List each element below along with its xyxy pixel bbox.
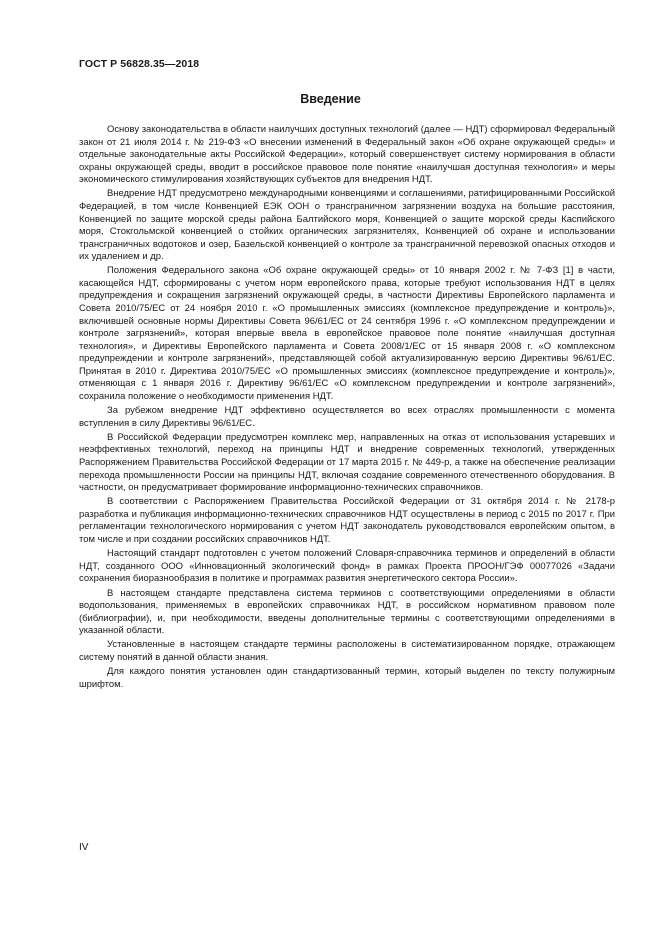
page-number: IV xyxy=(79,842,89,853)
paragraph: Настоящий стандарт подготовлен с учетом положений Словаря-справочника терминов и определений в области НДТ, созданного ООО «Инновационный экологический фонд» в рамках Проекта ПРООН/ГЭФ 00077026 «Задачи сохранения биоразнообразия в политике и программах развития энергетического сектора России». xyxy=(79,548,615,585)
paragraph: В соответствии с Распоряжением Правительства Российской Федерации от 31 октября 2014 г. № 2178-р разработка и публикация информационно-технических справочников НДТ осуществлены в период с 2015 по 2017 г. При регламентации технологического нормирования с учетом НДТ законодатель руководствовался европейским опытом, в том числе и при создании российских справочников НДТ. xyxy=(79,496,615,545)
paragraph: Установленные в настоящем стандарте термины расположены в систематизированном порядке, отражающем систему понятий в данной области знания. xyxy=(79,639,615,663)
paragraph: Внедрение НДТ предусмотрено международными конвенциями и соглашениями, ратифицированными Российской Федерацией, в том числе Конвенцией ЕЭК ООН о трансграничном загрязнении воздуха на большие расстояния, Конвенцией по защите морской среды района Балтийского моря, Конвенцией о защите морской среды Каспийского моря, Стокгольмской конвенцией о стойких органических загрязнителях, Конвенцией об охране и использовании трансграничных водотоков и озер, Базельской конвенцией о контроле за трансграничной перевозкой опасных отходов и их удалением и др. xyxy=(79,188,615,263)
paragraph: В настоящем стандарте представлена система терминов с соответствующими определениями в области водопользования, применяемых в европейских справочниках НДТ, в российском нормативном правовом поле (библиографии), и, при необходимости, введены дополнительные термины с соответствующими определениями в указанной области. xyxy=(79,587,615,637)
paragraph: В Российской Федерации предусмотрен комплекс мер, направленных на отказ от использования устаревших и неэффективных технологий, переход на принципы НДТ и внедрение современных технологий, утвержденных Распоряжением Правительства Российской Федерации от 17 марта 2015 г. № 449-р, а также на обеспечение реализации перехода промышленности России на принципы НДТ, включая создание современного отечественного оборудования. В частности, он предусматривает формирование информационно-технических справочников. xyxy=(79,431,615,494)
paragraph: Основу законодательства в области наилучших доступных технологий (далее — НДТ) сформировал Федеральный закон от 21 июля 2014 г. № 219-ФЗ «О внесении изменений в Федеральный закон «Об охране окружающей среды» и отдельные законодательные акты Российской Федерации», который совершенствует систему нормирования в области охраны окружающей среды, вводит в российское правовое поле понятие «наилучшая доступная технология» и меры экономического стимулирования хозяйствующих субъектов для внедрения НДТ. xyxy=(79,124,615,186)
standard-id-header: ГОСТ Р 56828.35—2018 xyxy=(79,58,200,70)
paragraph: Для каждого понятия установлен один стандартизованный термин, который выделен по тексту полужирным шрифтом. xyxy=(79,666,615,690)
paragraph: За рубежом внедрение НДТ эффективно осуществляется во всех отраслях промышленности с момента вступления в силу Директивы 96/61/ЕС. xyxy=(79,405,615,429)
paragraph: Положения Федерального закона «Об охране окружающей среды» от 10 января 2002 г. № 7-ФЗ [1] в части, касающейся НДТ, сформированы с учетом норм европейского права, которые требуют использования НДТ в целях предупреждения и сокращения загрязнений окружающей среды, в частности Директивы Европейского парламента и Совета 2010/75/ЕС от 24 ноября 2010 г. «О промышленных эмиссиях (комплексное предупреждение и контроль)», включившей основные нормы Директивы Совета 96/61/ЕС от 24 сентября 1996 г. «О комплексном предупреждении и контроле загрязнений», которая впервые ввела в европейское правовое поле понятие «наилучшая доступная технология», и Директивы Европейского парламента и Совета 2008/1/ЕС от 15 января 2008 г. «О комплексном предупреждении и контроле загрязнений», представляющей собой актуализированную версию Директивы 96/61/ЕС. Принятая в 2010 г. Директива 2010/75/ЕС «О промышленных эмиссиях (комплексное предупреждение и контроль)», отменяющая с 1 января 2016 г. Директиву 96/61/ЕС «О комплексном предупреждении и контроле загрязнений», сохранила положение о необходимости применения НДТ. xyxy=(79,265,615,402)
section-title: Введение xyxy=(300,92,361,106)
body-text xyxy=(79,124,615,693)
